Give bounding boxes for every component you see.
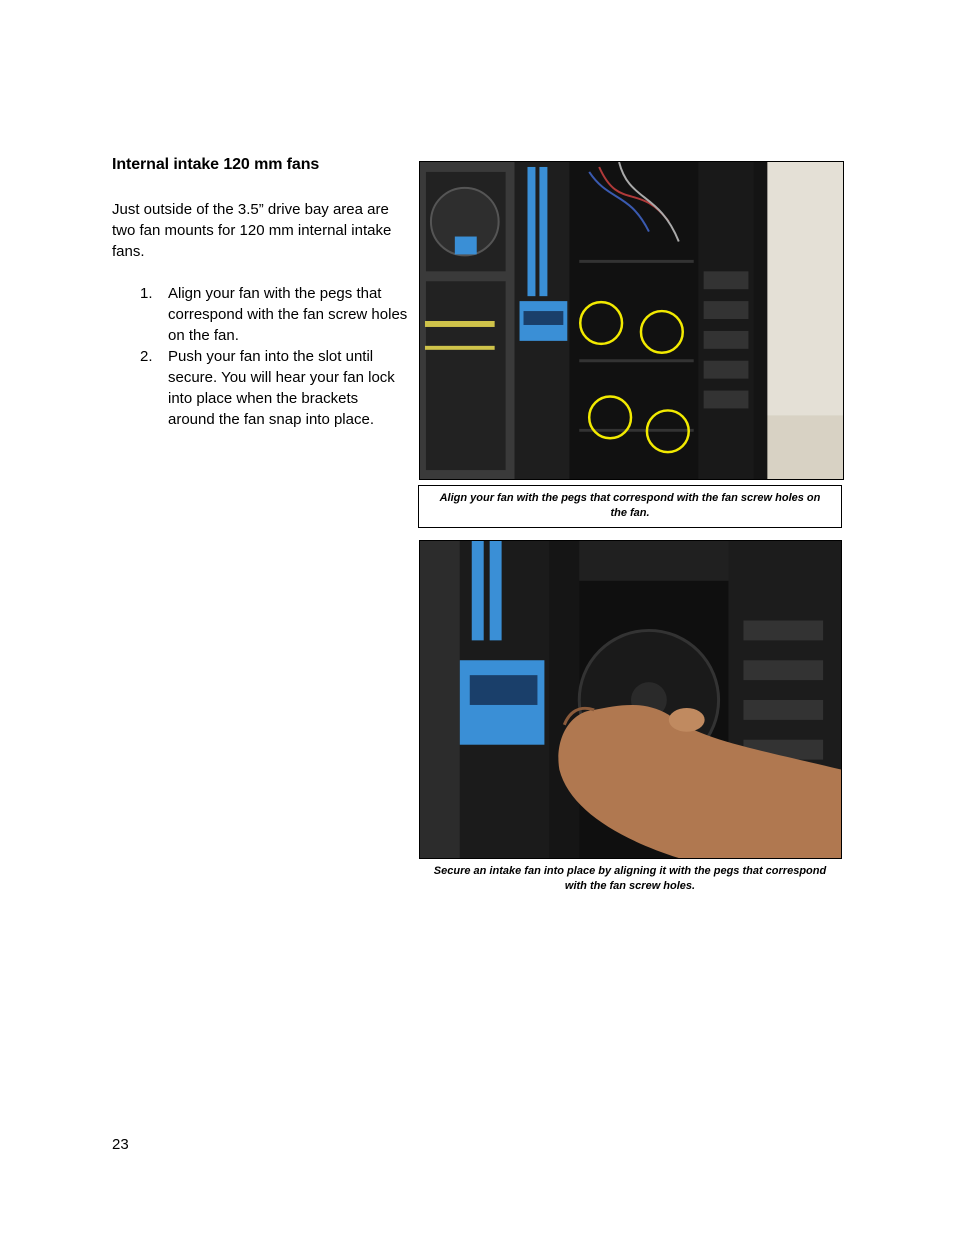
step-item [112,346,408,430]
section-heading: Internal intake 120 mm fans [112,156,320,173]
step-text: Align your fan with the pegs that correspond with the fan screw holes on the fan. [168,285,408,344]
step-number: 2. [140,348,153,365]
case-interior-illustration [420,162,843,479]
figure-caption-1: Align your fan with the pegs that correspond with the fan screw holes on the fan. [418,485,842,528]
steps-list [112,283,408,430]
step-number: 1. [140,285,153,302]
figure-caption-2: Secure an intake fan into place by aligning it with the pegs that correspond with the fan screw holes. [433,865,827,892]
figure-photo-secure-fan [419,540,842,859]
figure-photo-fan-pegs [419,161,844,480]
step-item [112,283,408,346]
intro-paragraph: Just outside of the 3.5” drive bay area are two fan mounts for 120 mm internal intake fans. [112,201,392,260]
step-text: Push your fan into the slot until secure. You will hear your fan lock into place when the brackets around the fan snap into place. [168,348,395,428]
page-number: 23 [112,1136,129,1153]
fan-install-illustration [420,541,841,858]
